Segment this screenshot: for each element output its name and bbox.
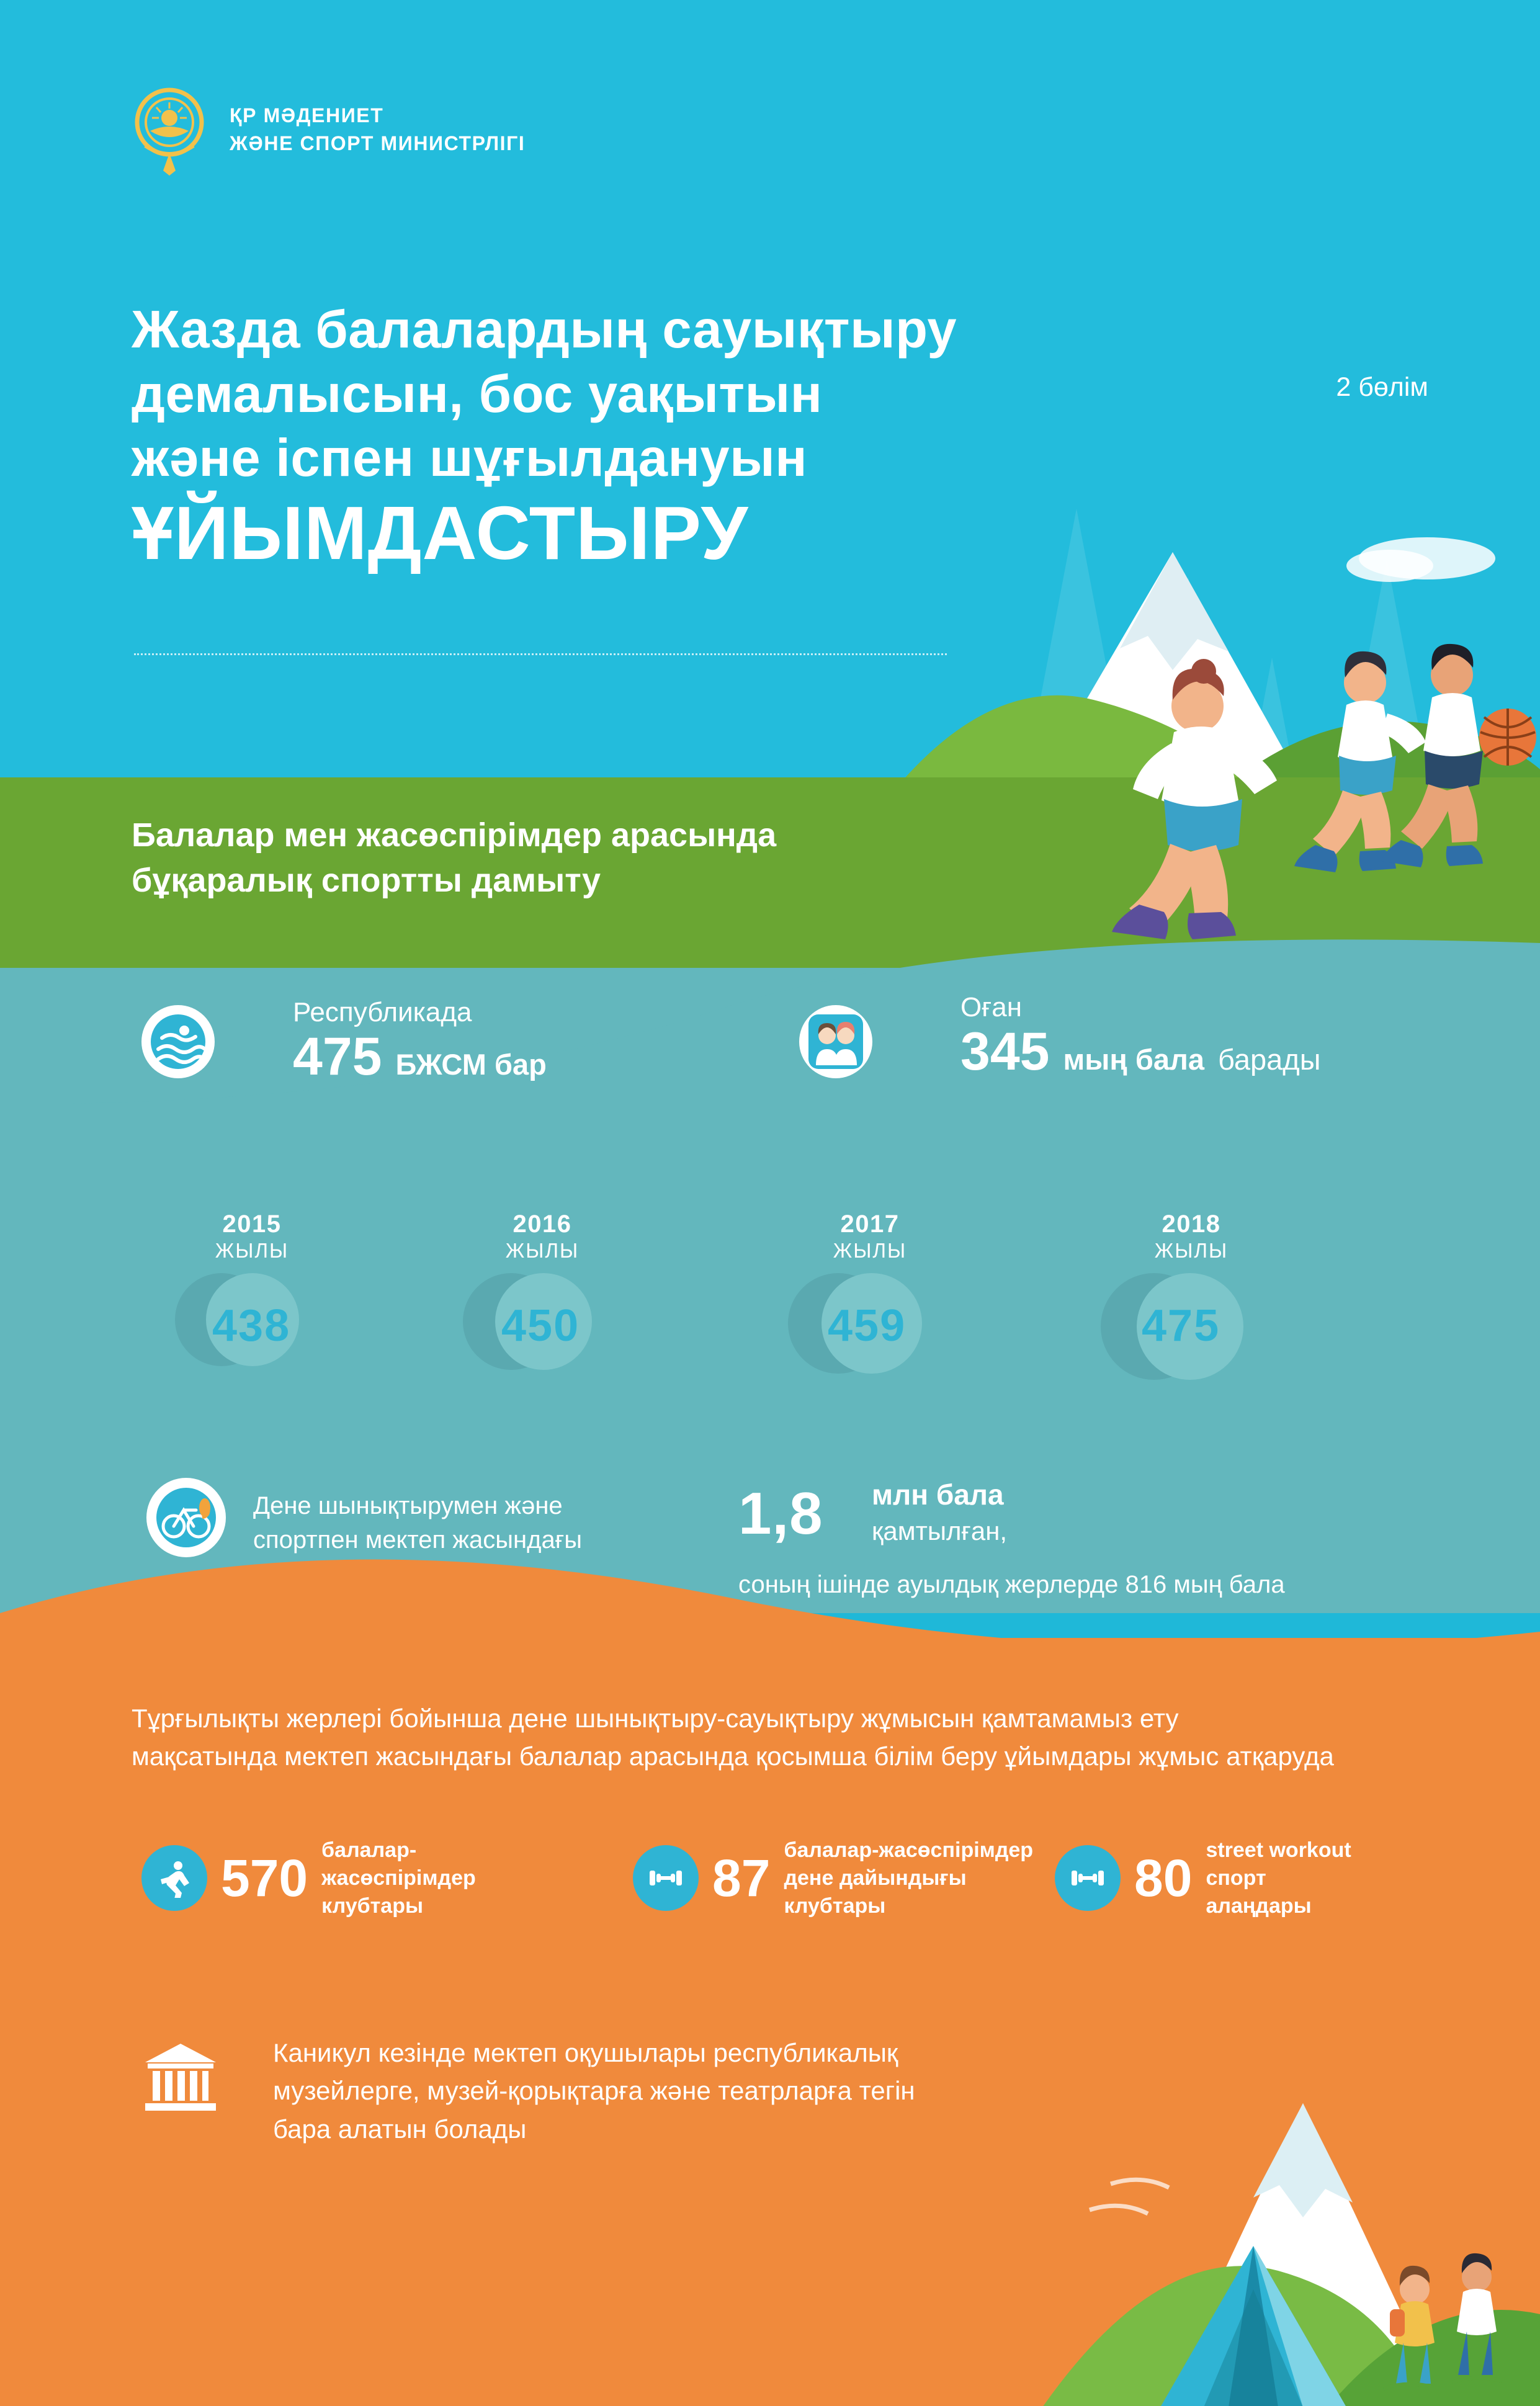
year-sub: ЖЫЛЫ: [833, 1239, 907, 1263]
decorative-tree-icon: [1334, 558, 1439, 794]
chart-item-2015: [146, 1210, 357, 1379]
stat-swimming: [293, 997, 547, 1087]
chart-bubble: [437, 1273, 648, 1379]
club-number: 570: [221, 1849, 308, 1908]
museum-line-3: бара алатын болады: [273, 2114, 527, 2144]
stat-unit: мың бала: [1063, 1043, 1205, 1076]
club-item-570: [141, 1836, 551, 1920]
year-value: 2016: [513, 1210, 572, 1238]
chart-value-label: 438: [212, 1301, 291, 1351]
club-label-line-3: клубтары: [784, 1894, 886, 1918]
chart-value-label: 475: [1142, 1301, 1220, 1351]
chart-bubble: [1080, 1273, 1303, 1379]
museum-text: [273, 2034, 1098, 2148]
club-label-line-1: street workout: [1206, 1838, 1351, 1862]
orange-paragraph-line-2: мақсатында мектеп жасындағы балалар арасында қосымша білім беру ұйымдары жұмыс атқаруда: [132, 1741, 1334, 1771]
green-title-line-1: Балалар мен жасөспірімдер арасында: [132, 816, 777, 854]
museum-icon: [141, 2041, 220, 2116]
museum-line-1: Каникул кезінде мектеп оқушылары республикалық: [273, 2038, 898, 2067]
chart-category-label: [437, 1210, 648, 1263]
chart-value-label: 459: [828, 1301, 907, 1351]
title-line-2: демалысын, бос уақытын: [132, 364, 823, 424]
year-sub: ЖЫЛЫ: [1154, 1239, 1229, 1263]
club-label-line-2: спорт: [1206, 1866, 1266, 1890]
stat-unit: БЖСМ бар: [395, 1048, 547, 1081]
orange-paragraph: [132, 1700, 1441, 1776]
title-emphasis: ҰЙЫМДАСТЫРУ: [132, 491, 749, 576]
green-title-line-2: бұқаралық спортты дамыту: [132, 862, 601, 900]
club-label-line-3: алаңдары: [1206, 1894, 1312, 1918]
club-label-line-2: жасөспірімдер: [321, 1866, 476, 1890]
chart-item-2016: [437, 1210, 648, 1379]
runner-icon: [141, 1845, 207, 1911]
club-number: 80: [1134, 1849, 1193, 1908]
club-label-line-3: клубтары: [321, 1894, 424, 1918]
dumbbell-icon: [633, 1845, 699, 1911]
club-label-line-2: дене дайындығы: [784, 1866, 967, 1890]
ministry-name: [230, 102, 525, 158]
title-divider: [134, 653, 947, 655]
chart-category-label: [764, 1210, 975, 1263]
year-value: 2018: [1162, 1210, 1221, 1238]
children-icon: [799, 1005, 872, 1078]
stat-caption: Оған: [960, 992, 1023, 1022]
orange-paragraph-line-1: Тұрғылықты жерлері бойынша дене шынықтыру-сауықтыру жұмысын қамтамамыз ету: [132, 1704, 1179, 1733]
chart-bubble: [764, 1273, 975, 1379]
mln-value: 1,8: [738, 1480, 823, 1547]
mln-lead-line-2: спортпен мектеп жасындағы: [253, 1526, 583, 1554]
chart-bubble: [146, 1273, 357, 1379]
mln-lead-line-1: Дене шынықтырумен және: [253, 1492, 563, 1519]
mln-covered: қамтылған,: [872, 1516, 1008, 1545]
page-title: [132, 298, 1062, 576]
club-item-80: [1055, 1836, 1464, 1920]
mln-note: соның ішінде ауылдық жерлерде 816 мың бала: [738, 1571, 1285, 1598]
mln-unit: млн бала: [872, 1478, 1004, 1511]
club-number: 87: [712, 1849, 771, 1908]
year-value: 2017: [840, 1210, 900, 1238]
club-label: [1206, 1836, 1351, 1920]
chart-category-label: [146, 1210, 357, 1263]
title-line-3: және іспен шұғылдануын: [132, 429, 808, 488]
stat-value: 475: [293, 1027, 382, 1087]
chart-value-label: 450: [501, 1301, 580, 1351]
club-label: [321, 1836, 476, 1920]
year-sub: ЖЫЛЫ: [215, 1239, 289, 1263]
chart-item-2018: [1080, 1210, 1303, 1379]
stat-caption: Республикада: [293, 997, 472, 1027]
club-label: [784, 1836, 1033, 1920]
swimming-icon: [141, 1005, 215, 1078]
ministry-logo: [132, 84, 525, 176]
stat-value: 345: [960, 1022, 1050, 1082]
chart-category-label: [1080, 1210, 1303, 1263]
ministry-line-1: ҚР МӘДЕНИЕТ: [230, 104, 384, 127]
year-value: 2015: [222, 1210, 282, 1238]
museum-line-2: музейлерге, музей-қорықтарға және театрларға тегін: [273, 2076, 915, 2106]
dumbbell-icon: [1055, 1845, 1121, 1911]
chart-item-2017: [764, 1210, 975, 1379]
decorative-tree-icon: [1142, 577, 1235, 782]
green-section-title: [132, 813, 1013, 904]
kazakhstan-emblem-icon: [132, 84, 207, 176]
club-item-87: [633, 1836, 1042, 1920]
part-label: 2 бөлім: [1336, 372, 1428, 402]
club-label-line-1: балалар-жасөспірімдер: [784, 1838, 1034, 1862]
stat-unit-light: барады: [1218, 1043, 1321, 1076]
ministry-line-2: ЖӘНЕ СПОРТ МИНИСТРЛІГІ: [230, 132, 526, 154]
year-sub: ЖЫЛЫ: [505, 1239, 580, 1263]
stat-children: [960, 992, 1321, 1082]
club-label-line-1: балалар-: [321, 1838, 417, 1862]
title-line-1: Жазда балалардың сауықтыру: [132, 300, 957, 359]
